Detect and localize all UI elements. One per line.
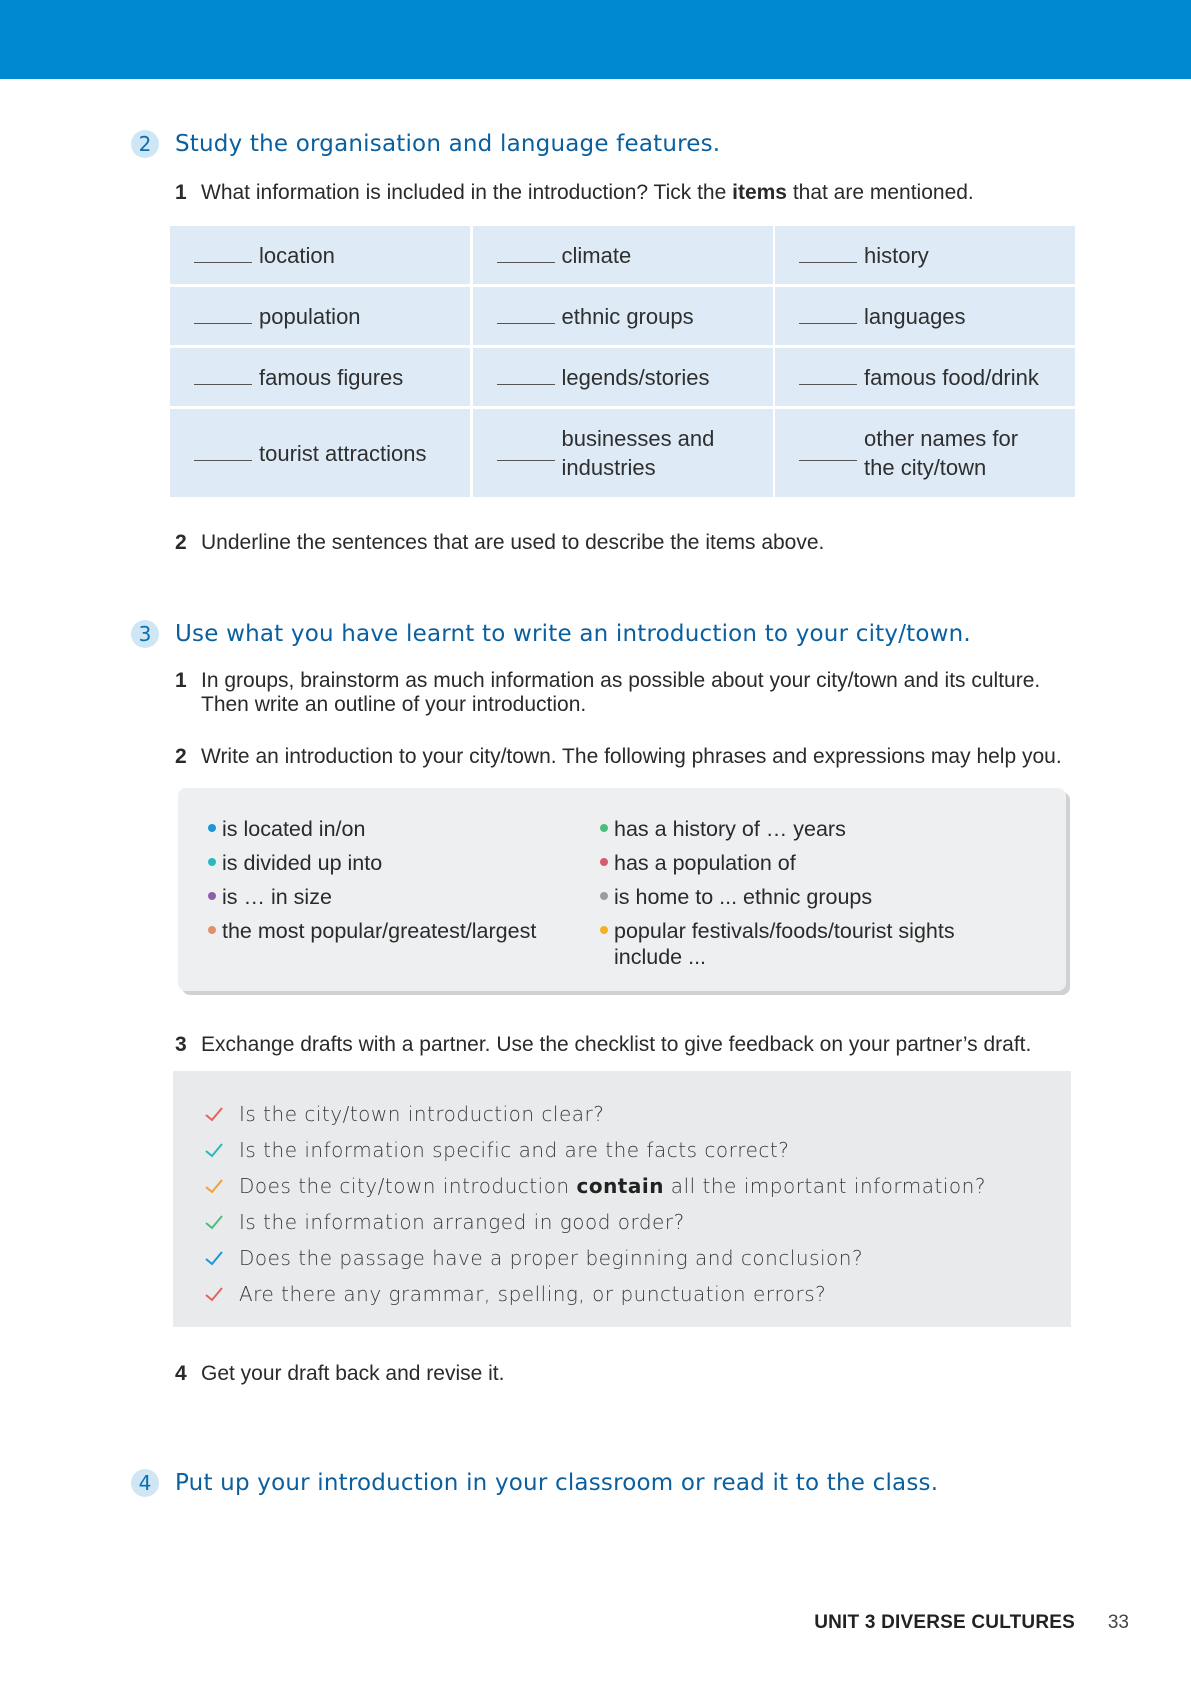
item-label: history [864,242,929,268]
check-icon [203,1247,225,1269]
items-table [170,226,1075,497]
checklist-text [239,1246,863,1270]
phrase-text: is divided up into [222,851,383,875]
item-cell[interactable] [170,348,470,406]
task-text-line: In groups, brainstorm as much information as possible about your city/town and its culture. [201,669,1041,692]
phrase-text: is located in/on [222,817,366,841]
checklist-text-part: Does the city/town introduction [239,1174,577,1198]
item-label: population [259,303,361,329]
page-number: 33 [1107,1612,1129,1633]
item-cell[interactable] [170,287,470,345]
checklist-text [239,1210,685,1234]
phrase-list-right [600,812,1000,974]
item-label: famous food/drink [864,364,1039,390]
item-label: languages [864,303,966,329]
tick-blank[interactable] [497,370,555,385]
tick-blank[interactable] [194,446,252,461]
check-icon [203,1211,225,1233]
item-cell[interactable] [473,409,773,497]
checklist-text-part: all the important information? [663,1174,986,1198]
item-cell[interactable] [473,287,773,345]
phrase-item [208,846,536,880]
task-text-part: that are mentioned. [786,181,974,204]
phrase-item [600,846,1000,880]
tick-blank[interactable] [497,248,555,263]
section-title: Study the organisation and language features. [175,131,721,157]
check-icon [203,1283,225,1305]
phrase-text: popular festivals/foods/tourist sights include ... [614,919,955,969]
checklist-item [203,1132,986,1168]
bullet-dot [600,892,608,900]
phrase-text: the most popular/greatest/largest [222,919,537,943]
task-number: 2 [175,531,187,554]
section-3-heading [131,620,971,648]
phrase-text: has a history of … years [614,817,846,841]
task-number: 4 [175,1362,187,1385]
phrase-text: is … in size [222,885,332,909]
checklist-text-part: Does the passage have a proper beginning and conclusion? [239,1246,864,1270]
task-text-line: Then write an outline of your introduction. [201,693,587,716]
checklist-text [239,1174,986,1198]
section-2-heading [131,130,720,158]
task-number: 1 [175,181,187,204]
item-label: ethnic groups [561,303,694,329]
section-3-task-2 [175,745,1075,769]
phrase-text: has a population of [614,851,796,875]
checklist [203,1096,986,1312]
item-cell[interactable] [473,226,773,284]
section-number: 4 [131,1469,159,1497]
bullet-dot [208,824,216,832]
phrase-item [600,880,1000,914]
item-cell[interactable] [170,409,470,497]
checklist-text-part: Is the city/town introduction clear? [239,1102,605,1126]
task-text: Underline the sentences that are used to describe the items above. [201,531,825,554]
task-text: Exchange drafts with a partner. Use the checklist to give feedback on your partner’s draft. [201,1033,1032,1056]
section-3-task-3 [175,1033,1075,1057]
task-number: 3 [175,1033,187,1056]
task-text-part: What information is included in the introduction? Tick the [201,181,733,204]
tick-blank[interactable] [497,446,555,461]
section-2-task-2 [175,531,1075,555]
phrase-list-left [208,812,536,948]
tick-blank[interactable] [799,248,857,263]
bullet-dot [208,926,216,934]
tick-blank[interactable] [194,309,252,324]
phrase-item [208,812,536,846]
section-4-heading [131,1469,938,1497]
bullet-dot [208,892,216,900]
checklist-text-part: Are there any grammar, spelling, or punctuation errors? [239,1282,827,1306]
section-3-task-4 [175,1362,1075,1386]
item-label: tourist attractions [259,440,427,466]
tick-blank[interactable] [799,370,857,385]
task-text: Write an introduction to your city/town. The following phrases and expressions may help you. [201,745,1062,768]
item-cell[interactable] [775,287,1075,345]
tick-blank[interactable] [497,309,555,324]
item-label: businesses and industries [561,426,715,480]
item-label: climate [561,242,632,268]
item-label: famous figures [259,364,404,390]
task-text-bold: items [732,181,787,204]
checklist-item [203,1240,986,1276]
bullet-dot [600,926,608,934]
item-cell[interactable] [775,348,1075,406]
tick-blank[interactable] [194,248,252,263]
check-icon [203,1175,225,1197]
section-2-task-1 [175,181,1075,205]
item-label: legends/stories [561,364,710,390]
phrase-item [600,914,1000,974]
checklist-text [239,1138,789,1162]
section-title: Use what you have learnt to write an introduction to your city/town. [175,621,971,647]
tick-blank[interactable] [799,309,857,324]
phrase-item [600,812,1000,846]
checklist-item [203,1276,986,1312]
checklist-text [239,1102,604,1126]
section-3-task-1 [175,669,1075,717]
checklist-text [239,1282,826,1306]
section-number: 2 [131,130,159,158]
tick-blank[interactable] [799,446,857,461]
checklist-item [203,1168,986,1204]
bullet-dot [600,858,608,866]
task-text [201,669,1040,717]
page-footer [0,1612,1191,1640]
item-cell[interactable] [170,226,470,284]
checklist-item [203,1096,986,1132]
checklist-text-part: Is the information specific and are the facts correct? [239,1138,790,1162]
task-text [201,181,974,205]
checklist-text-bold: contain [576,1174,664,1198]
section-number: 3 [131,620,159,648]
header-band [0,0,1191,79]
tick-blank[interactable] [194,370,252,385]
task-text: Get your draft back and revise it. [201,1362,505,1385]
section-title: Put up your introduction in your classroom or read it to the class. [175,1470,939,1496]
checklist-item [203,1204,986,1240]
item-label: location [259,242,335,268]
item-cell[interactable] [775,226,1075,284]
phrase-item [208,914,536,948]
unit-title: UNIT 3 DIVERSE CULTURES [814,1612,1075,1633]
phrase-box [178,788,1066,991]
task-number: 2 [175,745,187,768]
bullet-dot [208,858,216,866]
item-cell[interactable] [473,348,773,406]
checklist-text-part: Is the information arranged in good order? [239,1210,685,1234]
check-icon [203,1139,225,1161]
check-icon [203,1103,225,1125]
bullet-dot [600,824,608,832]
task-number: 1 [175,669,187,692]
checklist-box [173,1071,1071,1327]
item-cell[interactable] [775,409,1075,497]
phrase-item [208,880,536,914]
item-label: other names for the city/town [864,426,1019,480]
phrase-text: is home to ... ethnic groups [614,885,873,909]
